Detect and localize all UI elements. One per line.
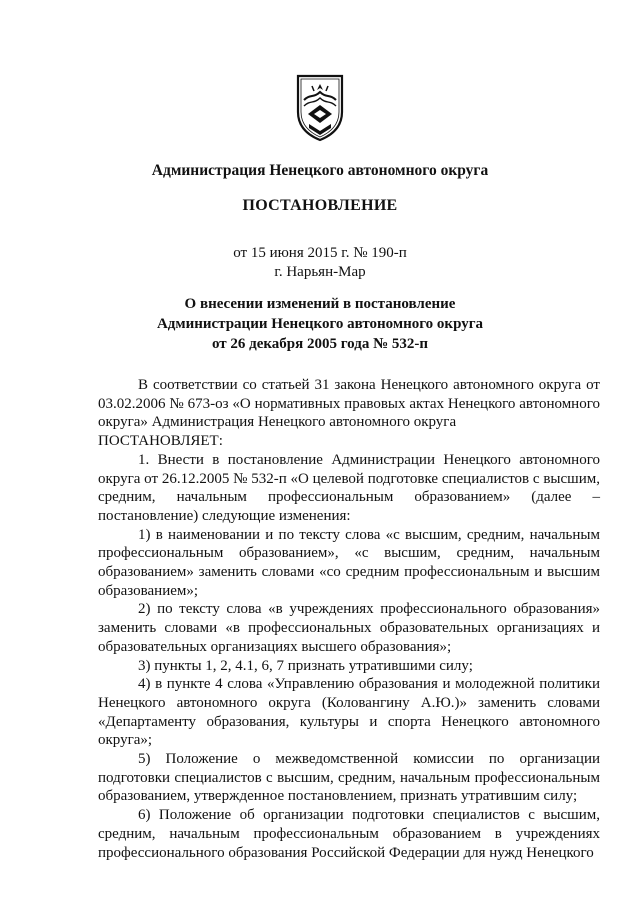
document-body [98,376,600,862]
subitem-paragraph: 5) Положение о межведомственной комиссии по организации подготовки специалистов с высшим, средним, начальным профессиональным образованием, утвержденное постановлением, признать утратившим силу; [98,751,600,805]
subject-line: от 26 декабря 2005 года № 532-п [211,336,429,352]
subitem-paragraph: 3) пункты 1, 2, 4.1, 6, 7 признать утратившими силу; [138,657,473,674]
resolves-word: ПОСТАНОВЛЯЕТ: [98,433,223,450]
date-number: от 15 июня 2015 г. № 190-п [233,245,407,261]
subitem-paragraph: 2) по тексту слова «в учреждениях профессионального образования» заменить словами «в профессиональных образовательных организациях и образовательных организациях высшего образования»; [98,601,600,655]
city: г. Нарьян-Мар [274,264,366,280]
subject-line: Администрации Ненецкого автономного округа [156,316,484,332]
subitem-paragraph: 4) в пункте 4 слова «Управлению образования и молодежной политики Ненецкого автономного округа (Коловангину А.Ю.)» заменить словами «Департаменту образования, культуры и спорта Ненецкого автономного округа»; [98,676,600,749]
preamble-paragraph: В соответствии со статьей 31 закона Ненецкого автономного округа от 03.02.2006 № 673-оз «О нормативных правовых актах Ненецкого автономного округа» Администрация Ненецкого автономного округа [98,377,600,431]
item-paragraph: 1. Внести в постановление Администрации Ненецкого автономного округа от 26.12.2005 № 532-п «О целевой подготовке специалистов с высшим, средним, начальным профессиональным образованием» (далее – постановление) следующие изменения: [98,451,600,524]
document-subject [0,294,640,354]
document-type: ПОСТАНОВЛЕНИЕ [242,197,398,214]
subitem-paragraph: 1) в наименовании и по тексту слова «с высшим, средним, начальным профессиональным образованием», «с высшим, средним, начальным образованием» заменить словами «со средним профессиональным и высшим образованием»; [98,526,600,599]
subject-line: О внесении изменений в постановление [184,296,456,312]
coat-of-arms-icon [292,72,348,142]
organization-name: Администрация Ненецкого автономного округа [151,162,489,179]
subitem-paragraph: 6) Положение об организации подготовки специалистов с высшим, средним, начальным профессиональным образованием в учреждениях профессионального образования Российской Федерации для нужд Ненецкого [98,807,600,861]
